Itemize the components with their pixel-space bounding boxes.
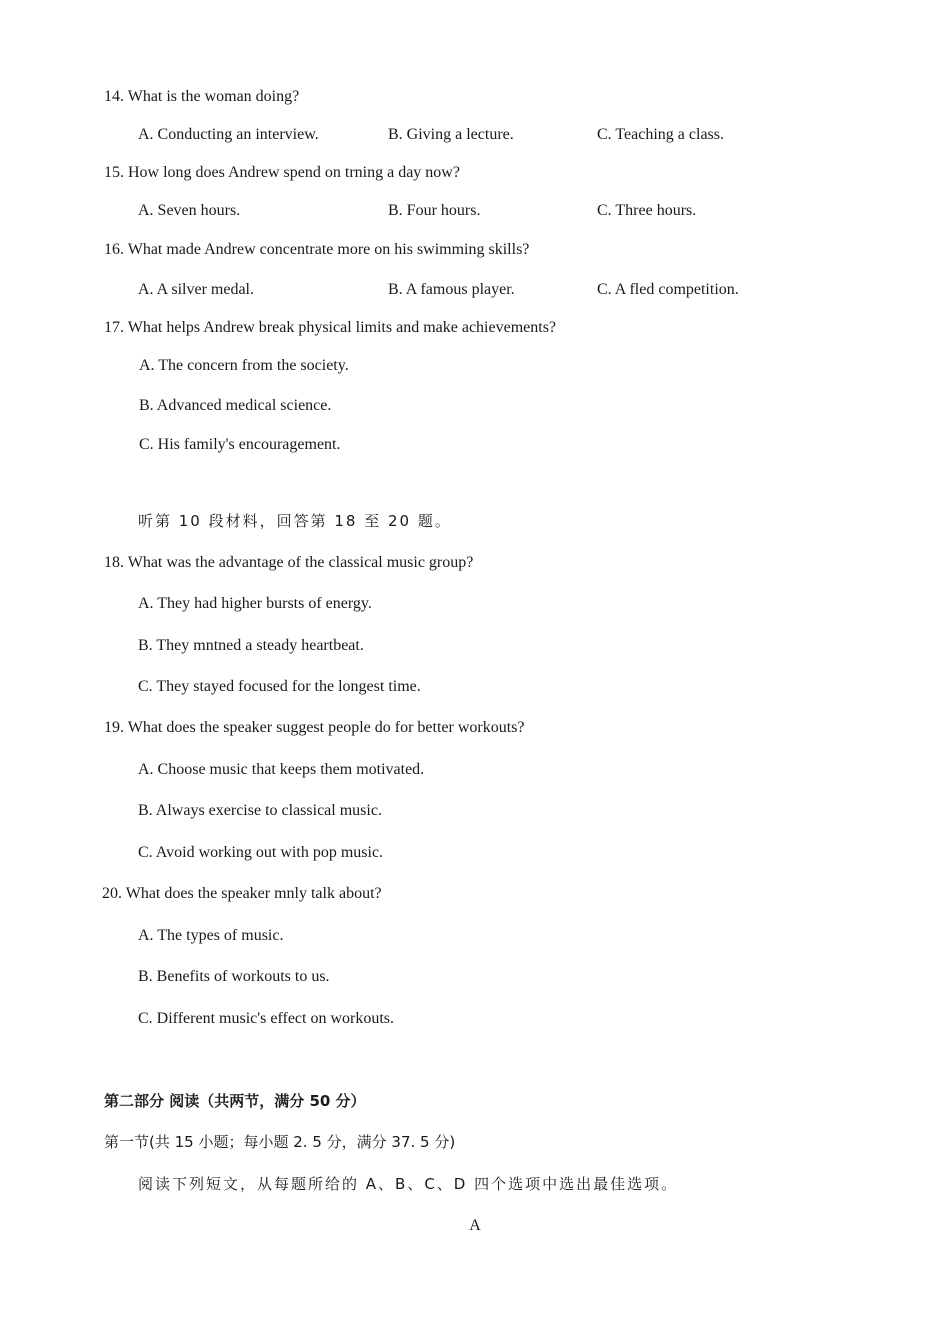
question-16-option-b: B. A famous player. — [388, 281, 515, 298]
question-18-option-b: B. They mntned a steady heartbeat. — [138, 637, 364, 654]
question-20-option-a: A. The types of music. — [138, 927, 284, 944]
question-16-option-a: A. A silver medal. — [138, 281, 254, 298]
question-17-stem: 17. What helps Andrew break physical limits and make achievements? — [104, 319, 557, 336]
question-15-option-a: A. Seven hours. — [138, 202, 241, 219]
question-17-option-a: A. The concern from the society. — [139, 357, 349, 374]
question-15-stem: 15. How long does Andrew spend on trning a day now? — [104, 164, 460, 181]
question-15-option-b: B. Four hours. — [388, 202, 481, 219]
question-14-stem: 14. What is the woman doing? — [104, 88, 300, 105]
question-20-option-c: C. Different music's effect on workouts. — [138, 1010, 395, 1027]
question-19-option-c: C. Avoid working out with pop music. — [138, 844, 384, 861]
question-19-option-b: B. Always exercise to classical music. — [138, 802, 382, 819]
part-two-heading: 第二部分 阅读（共两节，满分 50 分） — [104, 1092, 366, 1110]
question-18-option-a: A. They had higher bursts of energy. — [138, 595, 372, 612]
question-16-stem: 16. What made Andrew concentrate more on his swimming skills? — [104, 241, 530, 258]
question-20-option-b: B. Benefits of workouts to us. — [138, 968, 330, 985]
question-17-option-c: C. His family's encouragement. — [139, 436, 341, 453]
question-17-option-b: B. Advanced medical science. — [139, 397, 332, 414]
listening-instruction-10: 听第 10 段材料，回答第 18 至 20 题。 — [138, 512, 452, 530]
reading-instruction: 阅读下列短文，从每题所给的 A、B、C、D 四个选项中选出最佳选项。 — [138, 1175, 679, 1193]
question-18-stem: 18. What was the advantage of the classical music group? — [104, 554, 474, 571]
section-one-heading: 第一节(共 15 小题；每小题 2. 5 分，满分 37. 5 分) — [104, 1133, 456, 1151]
question-19-stem: 19. What does the speaker suggest people do for better workouts? — [104, 719, 525, 736]
question-14-option-a: A. Conducting an interview. — [138, 126, 319, 143]
question-14-option-c: C. Teaching a class. — [597, 126, 724, 143]
question-20-stem: 20. What does the speaker mnly talk about? — [102, 885, 382, 902]
question-15-option-c: C. Three hours. — [597, 202, 697, 219]
question-19-option-a: A. Choose music that keeps them motivated. — [138, 761, 425, 778]
question-14-option-b: B. Giving a lecture. — [388, 126, 514, 143]
question-16-option-c: C. A fled competition. — [597, 281, 739, 298]
question-18-option-c: C. They stayed focused for the longest time. — [138, 678, 421, 695]
passage-label: A — [469, 1217, 481, 1234]
